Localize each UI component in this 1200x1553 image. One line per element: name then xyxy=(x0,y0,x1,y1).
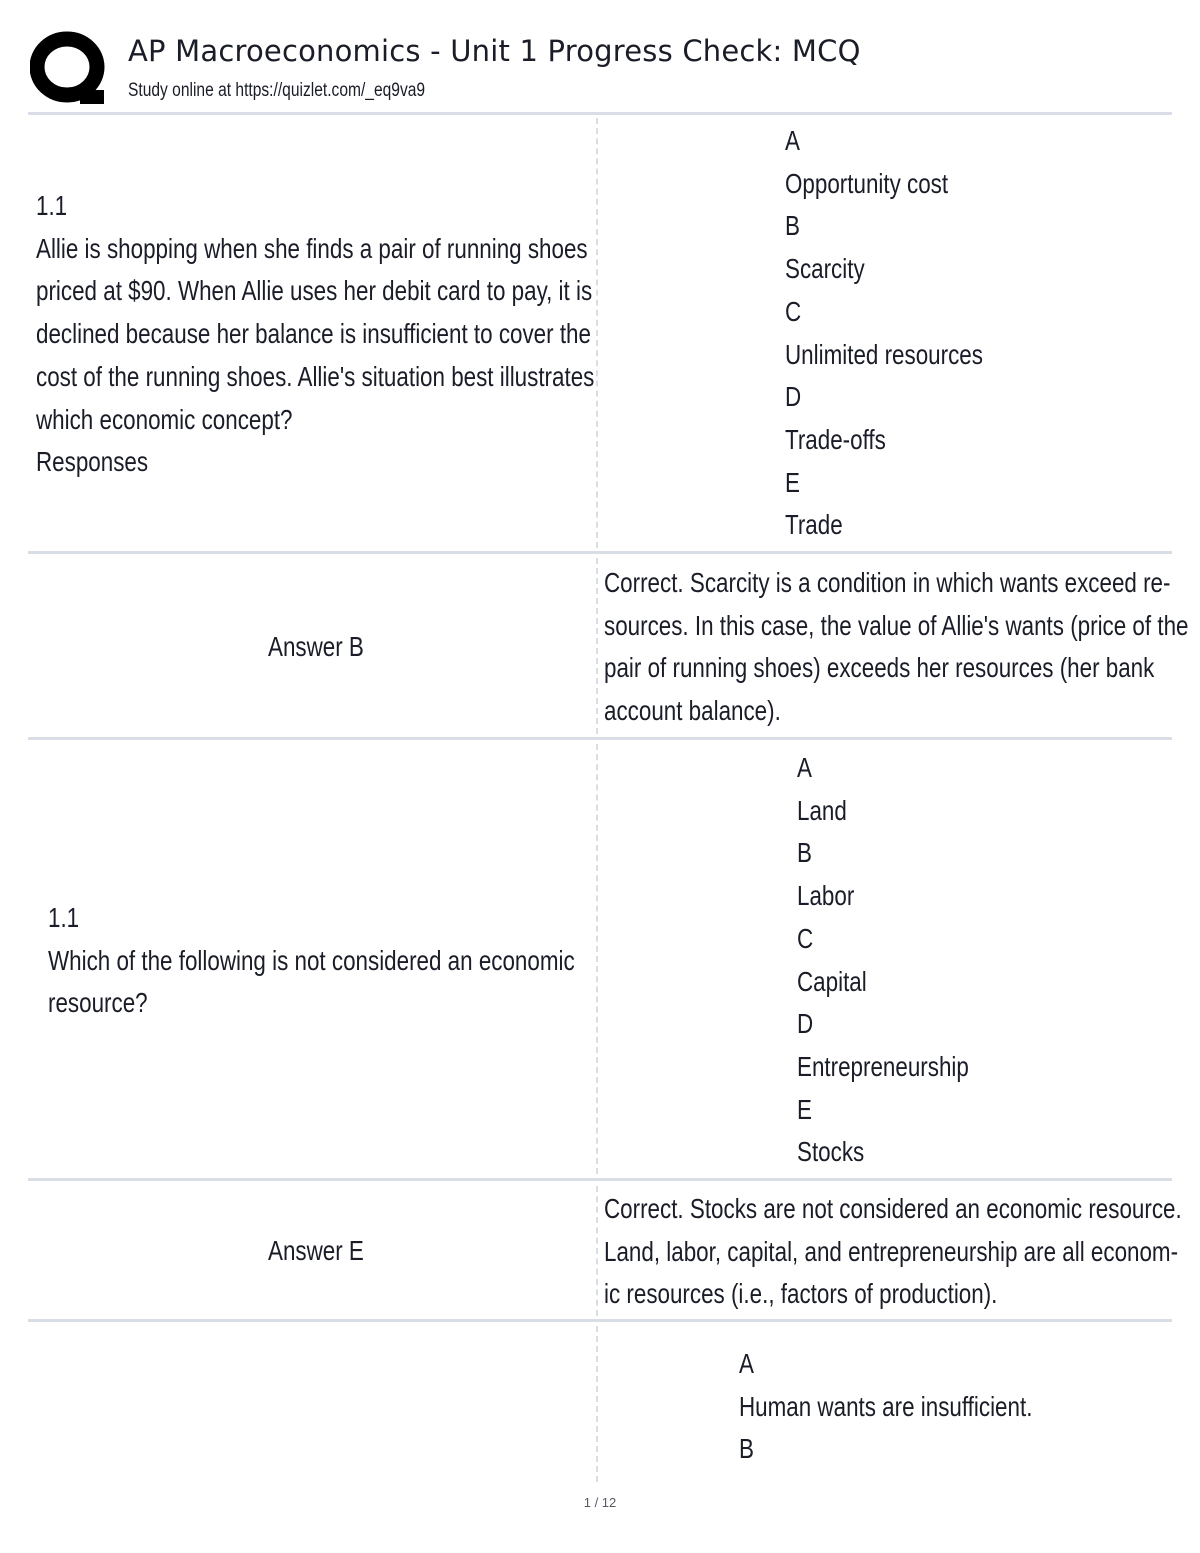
page-number: 1 / 12 xyxy=(583,1495,617,1510)
answer-label: Answer E xyxy=(268,1235,364,1266)
document-title: AP Macroeconomics - Unit 1 Progress Check: MCQ xyxy=(128,34,861,68)
option-letter: D xyxy=(797,1008,814,1040)
column-separator xyxy=(596,558,598,734)
option-text: Human wants are insufficient. xyxy=(739,1390,1033,1422)
divider xyxy=(28,737,1172,740)
answer-explanation: Correct. Scarcity is a condition in which wants exceed re- sources. In this case, the value of Allie's wants (price of the pair of running shoes) exceeds her resources (her bank account balance). xyxy=(604,567,1189,727)
option-letter: A xyxy=(797,752,812,783)
option-text: Stocks xyxy=(797,1136,865,1168)
option-text: Entrepreneurship xyxy=(797,1050,969,1082)
option-text: Capital xyxy=(797,965,867,997)
option-text: Opportunity cost xyxy=(785,167,949,199)
option-text: Labor xyxy=(797,880,855,912)
option-letter: B xyxy=(797,837,812,869)
column-separator xyxy=(596,1186,598,1316)
answer-explanation: Correct. Stocks are not considered an economic resource. Land, labor, capital, and entrepreneurship are all econom- ic resources (i.e., factors of production). xyxy=(604,1193,1182,1310)
document-header xyxy=(30,28,1172,114)
answer-options xyxy=(739,1343,1106,1471)
option-letter: D xyxy=(785,381,802,413)
divider xyxy=(28,551,1172,554)
answer-options xyxy=(785,120,1032,547)
option-letter: A xyxy=(739,1348,754,1379)
option-letter: E xyxy=(797,1093,812,1125)
option-text: Trade-offs xyxy=(785,423,886,455)
option-text: Trade xyxy=(785,509,843,541)
divider xyxy=(28,1178,1172,1181)
study-online-link[interactable]: Study online at https://quizlet.com/_eq9va9 xyxy=(128,80,426,101)
option-letter: A xyxy=(785,125,800,156)
option-letter: B xyxy=(785,210,800,242)
answer-options xyxy=(797,747,1012,1174)
quizlet-logo-icon xyxy=(30,30,108,108)
question-text: 1.1 Which of the following is not considered an economic resource? xyxy=(48,902,575,1019)
question-text: 1.1 Allie is shopping when she finds a pair of running shoes priced at $90. When Allie uses her debit card to pay, it is declined because her balance is insufficient to cover the cost of the running shoes. Allie's situation best illustrates which economic concept? Responses xyxy=(36,190,595,478)
answer-label: Answer B xyxy=(268,631,364,662)
option-letter: B xyxy=(739,1433,754,1465)
divider xyxy=(28,1319,1172,1322)
option-text: Unlimited resources xyxy=(785,338,983,370)
option-letter: C xyxy=(797,922,814,954)
option-text: Land xyxy=(797,794,847,826)
option-letter: E xyxy=(785,466,800,498)
option-letter: C xyxy=(785,295,802,327)
column-separator xyxy=(596,1326,598,1482)
divider xyxy=(28,112,1172,115)
option-text: Scarcity xyxy=(785,253,865,285)
